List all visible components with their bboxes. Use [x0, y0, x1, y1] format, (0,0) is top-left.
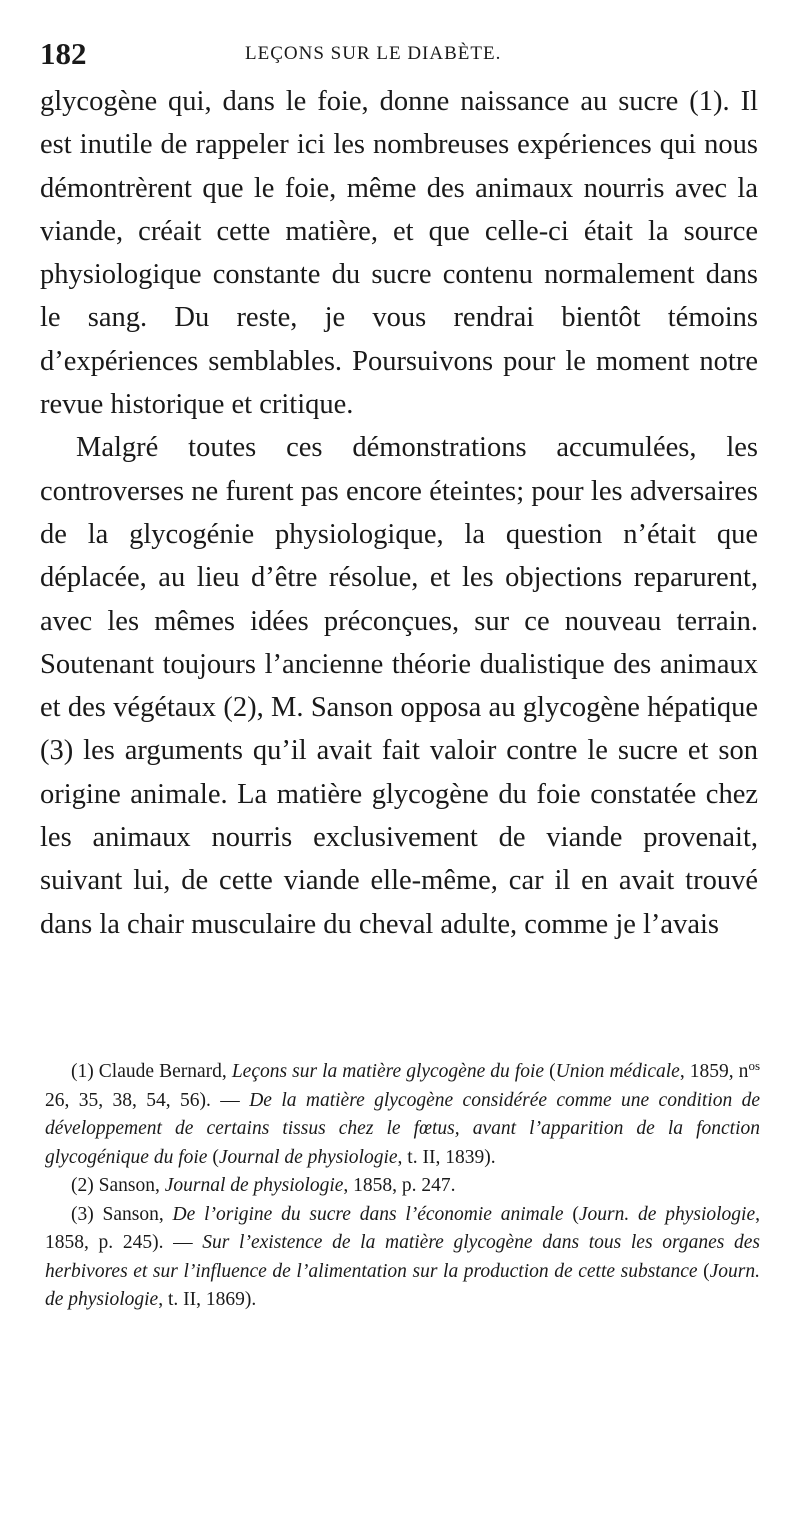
page-header: [40, 34, 760, 74]
paragraph-2: Malgré toutes ces démonstrations accumulées, les controverses ne furent pas encore éteintes; pour les adversaires de la glycogénie physiologique, la question n’était que déplacée, au lieu d’être résolue, et les objections reparurent, avec les mêmes idées préconçues, sur ce nouveau terrain. Soutenant toujours l’ancienne théorie dualistique des animaux et des végétaux (2), M. Sanson opposa au glycogène hépatique (3) les arguments qu’il avait fait valoir contre le sucre et son origine animale. La matière glycogène du foie constatée chez les animaux nourris exclusivement de viande provenait, suivant lui, de cette viande elle-même, car il en avait trouvé dans la chair musculaire du cheval adulte, comme je l’avais: [40, 432, 758, 940]
footnote-3: (3) Sanson, De l’origine du sucre dans l’économie animale (Journ. de physiologie, 1858, p. 245). — Sur l’existence de la matière glycogène dans tous les organes des herbivores et sur l’influence de l’alimentation sur la production de cette substance (Journ. de physiologie, t. II, 1869).: [45, 1203, 761, 1310]
page-number: 182: [40, 36, 87, 71]
running-title: LEÇONS SUR LE DIABÈTE.: [245, 43, 502, 64]
footnote-1: (1) Claude Bernard, Leçons sur la matière glycogène du foie (Union médicale, 1859, $n^{os}$ 26, 35, 38, 54, 56). — De la matière glycogène considérée comme une condition de développement de certains tissus chez le fœtus, avant l’apparition de la fonction glycogénique du foie (Journal de physiologie, t. II, 1839).: [45, 1058, 760, 1168]
main-text: [40, 80, 758, 946]
paragraph-1: glycogène qui, dans le foie, donne naissance au sucre (1). Il est inutile de rappeler ici les nombreuses expériences qui nous démontrèrent que le foie, même des animaux nourris avec la viande, créait cette matière, et que celle-ci était la source physiologique constante du sucre contenu normalement dans le sang. Du reste, je vous rendrai bientôt témoins d’expériences semblables. Poursuivons pour le moment notre revue historique et critique.: [40, 86, 758, 421]
footnote-2: (2) Sanson, Journal de physiologie, 1858, p. 247.: [71, 1175, 456, 1196]
footnotes: [45, 1052, 760, 1315]
